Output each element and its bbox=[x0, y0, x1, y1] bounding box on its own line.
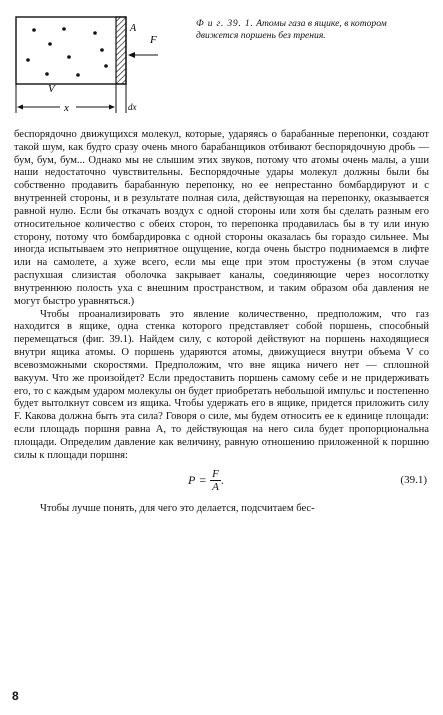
force-label: F bbox=[150, 34, 157, 46]
figure-39-1 bbox=[12, 12, 184, 116]
paragraph-1: беспорядочно движущихся молекул, которые, ударяясь о барабанные перепонки, создают такой шум, как будто сразу очень много барабанщиков отбивают беспорядочную дробь — бум, бум, бум... Однако мы не слышим этих звуков, потому что атомы очень малы, а уши наши недостаточно чувствительны. Беспорядочные удары молекул должны были бы собственно продавить барабанную перепонку, но ее непрестанно бомбардируют и с внутренней стороны, и в результате полная сила, действующая на перепонку, оказывается равной нулю. Если бы откачать воздух с одной стороны или хотя бы сделать разным его относительное количество с обеих сторон, то перепонка продавилась бы в ту или иную сторону, потому что бомбардировка с одной стороны оказалась бы гораздо сильнее. Мы иногда испытываем это неприятное ощущение, когда очень быстро поднимаемся в лифте или на самолете, а хуже всего, если мы еще при этом простужены (в этом случае распухшая слизистая оболочка закрывает каналы, соединяющие через носоглотку внутреннюю полость уха с внешним пространством, и таким образом оба давления не могут быстро уравняться.) bbox=[14, 129, 429, 307]
paragraph-2: Чтобы проанализировать это явление количественно, предположим, что газ находится в ящике, одна стенка которого представляет собой поршень, способный перемещаться (фиг. 39.1). Найдем силу, с которой действуют на поршень находящиеся внутри ящика атомы. О поршень ударяются атомы, движущиеся внутри объема V со всевозможными скоростями. Предположим, что вне ящика ничего нет — сплошной вакуум. Что же произойдет? Если предоставить поршень самому себе и не придерживать его, то с каждым ударом молекулы он будет приобретать небольшой импульс и постепенно будет вытолкнут совсем из ящика. Чтобы удержать его в ящике, придется приложить силу F. Какова должна быть эта сила? Говоря о силе, мы будем относить ее к единице площади: если площадь поршня равна A, то действующая на него сила будет пропорциональна площади. Определим давление как величину, равную отношению приложенной к поршню силы к площади поршня: bbox=[14, 308, 429, 461]
figure-caption bbox=[196, 18, 428, 43]
formula-numerator: F bbox=[212, 467, 219, 480]
piston bbox=[116, 17, 126, 84]
piston-label: A bbox=[130, 23, 137, 34]
formula-period: . bbox=[220, 473, 224, 488]
force-arrowhead bbox=[128, 52, 135, 58]
box-outline bbox=[16, 17, 126, 84]
page-number: 8 bbox=[12, 689, 19, 703]
page-body bbox=[14, 129, 429, 515]
formula-denominator: A bbox=[212, 480, 219, 493]
formula-expression bbox=[188, 468, 224, 494]
caption-text: Атомы газа в ящике, в котором движется поршень без трения. bbox=[196, 18, 387, 42]
gas-box-diagram bbox=[12, 12, 184, 116]
formula-fraction bbox=[210, 468, 221, 494]
x-label: x bbox=[64, 102, 69, 114]
x-arrow-right bbox=[109, 105, 115, 110]
formula-equals: = bbox=[199, 473, 207, 488]
x-arrow-left bbox=[17, 105, 23, 110]
paragraph-3: Чтобы лучше понять, для чего это делается, подсчитаем бес- bbox=[40, 502, 315, 514]
formula-lhs: P bbox=[188, 473, 196, 488]
volume-label: V bbox=[48, 83, 55, 95]
formula-39-1 bbox=[14, 467, 429, 497]
equation-number: (39.1) bbox=[400, 473, 427, 486]
gas-atoms bbox=[26, 27, 108, 77]
dx-label: dx bbox=[128, 102, 137, 112]
caption-lead: Ф и г. 39. 1. bbox=[196, 18, 254, 29]
